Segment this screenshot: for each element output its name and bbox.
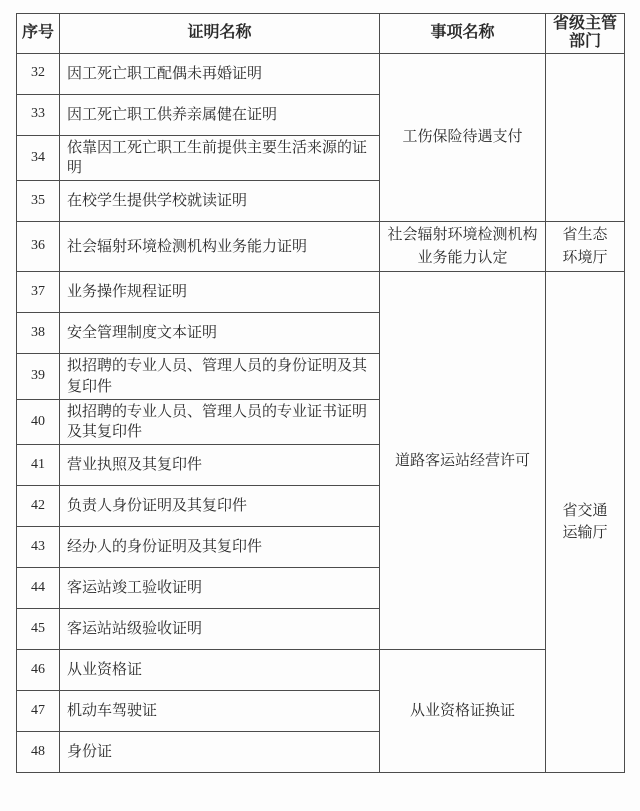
item-name-label: 社会辐射环境检测机构业务能力认定 <box>387 227 538 266</box>
header-row <box>17 14 625 54</box>
certificate-name-cell: 拟招聘的专业人员、管理人员的身份证明及其复印件 <box>60 354 380 400</box>
row-number-cell: 34 <box>17 135 60 181</box>
row-number-cell: 42 <box>17 486 60 527</box>
row-number-cell: 47 <box>17 691 60 732</box>
row-number-cell: 39 <box>17 354 60 400</box>
table-body <box>17 53 625 773</box>
certificate-name-cell: 安全管理制度文本证明 <box>60 313 380 354</box>
certificate-name-cell: 在校学生提供学校就读证明 <box>60 181 380 222</box>
row-number-cell: 35 <box>17 181 60 222</box>
row-number-cell: 48 <box>17 732 60 773</box>
row-number-cell: 43 <box>17 527 60 568</box>
row-number-cell: 32 <box>17 53 60 94</box>
certificate-name-cell: 客运站竣工验收证明 <box>60 568 380 609</box>
row-number-cell: 45 <box>17 609 60 650</box>
certificate-name-cell: 身份证 <box>60 732 380 773</box>
table-row <box>17 650 625 691</box>
department-cell <box>546 53 625 222</box>
certificate-name-cell: 负责人身份证明及其复印件 <box>60 486 380 527</box>
item-name-cell <box>380 53 546 222</box>
row-number-cell: 37 <box>17 272 60 313</box>
item-name-cell <box>380 650 546 773</box>
certificate-name-cell: 客运站站级验收证明 <box>60 609 380 650</box>
row-number-cell: 36 <box>17 222 60 272</box>
department-cell <box>546 222 625 272</box>
certificate-name-cell: 机动车驾驶证 <box>60 691 380 732</box>
certificate-name-cell: 因工死亡职工供养亲属健在证明 <box>60 94 380 135</box>
row-number-cell: 44 <box>17 568 60 609</box>
table-row <box>17 53 625 94</box>
certificate-name-cell: 依靠因工死亡职工生前提供主要生活来源的证明 <box>60 135 380 181</box>
row-number-cell: 38 <box>17 313 60 354</box>
certificate-name-cell: 营业执照及其复印件 <box>60 445 380 486</box>
table-header <box>17 14 625 54</box>
certificate-name-cell: 社会辐射环境检测机构业务能力证明 <box>60 222 380 272</box>
row-number-cell: 41 <box>17 445 60 486</box>
item-name-cell <box>380 222 546 272</box>
certificate-name-cell: 拟招聘的专业人员、管理人员的专业证书证明及其复印件 <box>60 399 380 445</box>
department-label: 省生态环境厅 <box>562 227 608 266</box>
certificate-name-cell: 从业资格证 <box>60 650 380 691</box>
table-row <box>17 272 625 313</box>
department-cell <box>546 272 625 773</box>
header-serial-number: 序号 <box>17 14 60 54</box>
department-label: 省交通运输厅 <box>562 502 608 542</box>
item-name-cell <box>380 272 546 650</box>
header-item-name: 事项名称 <box>380 14 546 54</box>
row-number-cell: 40 <box>17 399 60 445</box>
row-number-cell: 46 <box>17 650 60 691</box>
certificate-name-cell: 经办人的身份证明及其复印件 <box>60 527 380 568</box>
row-number-cell: 33 <box>17 94 60 135</box>
table-row <box>17 222 625 272</box>
item-name-label: 道路客运站经营许可 <box>394 452 530 469</box>
certificates-table <box>16 13 625 773</box>
header-department: 省级主管部门 <box>546 14 625 54</box>
item-name-label: 从业资格证换证 <box>409 703 515 720</box>
header-certificate-name: 证明名称 <box>60 14 380 54</box>
certificate-name-cell: 因工死亡职工配偶未再婚证明 <box>60 53 380 94</box>
item-name-label: 工伤保险待遇支付 <box>402 129 523 146</box>
certificate-name-cell: 业务操作规程证明 <box>60 272 380 313</box>
